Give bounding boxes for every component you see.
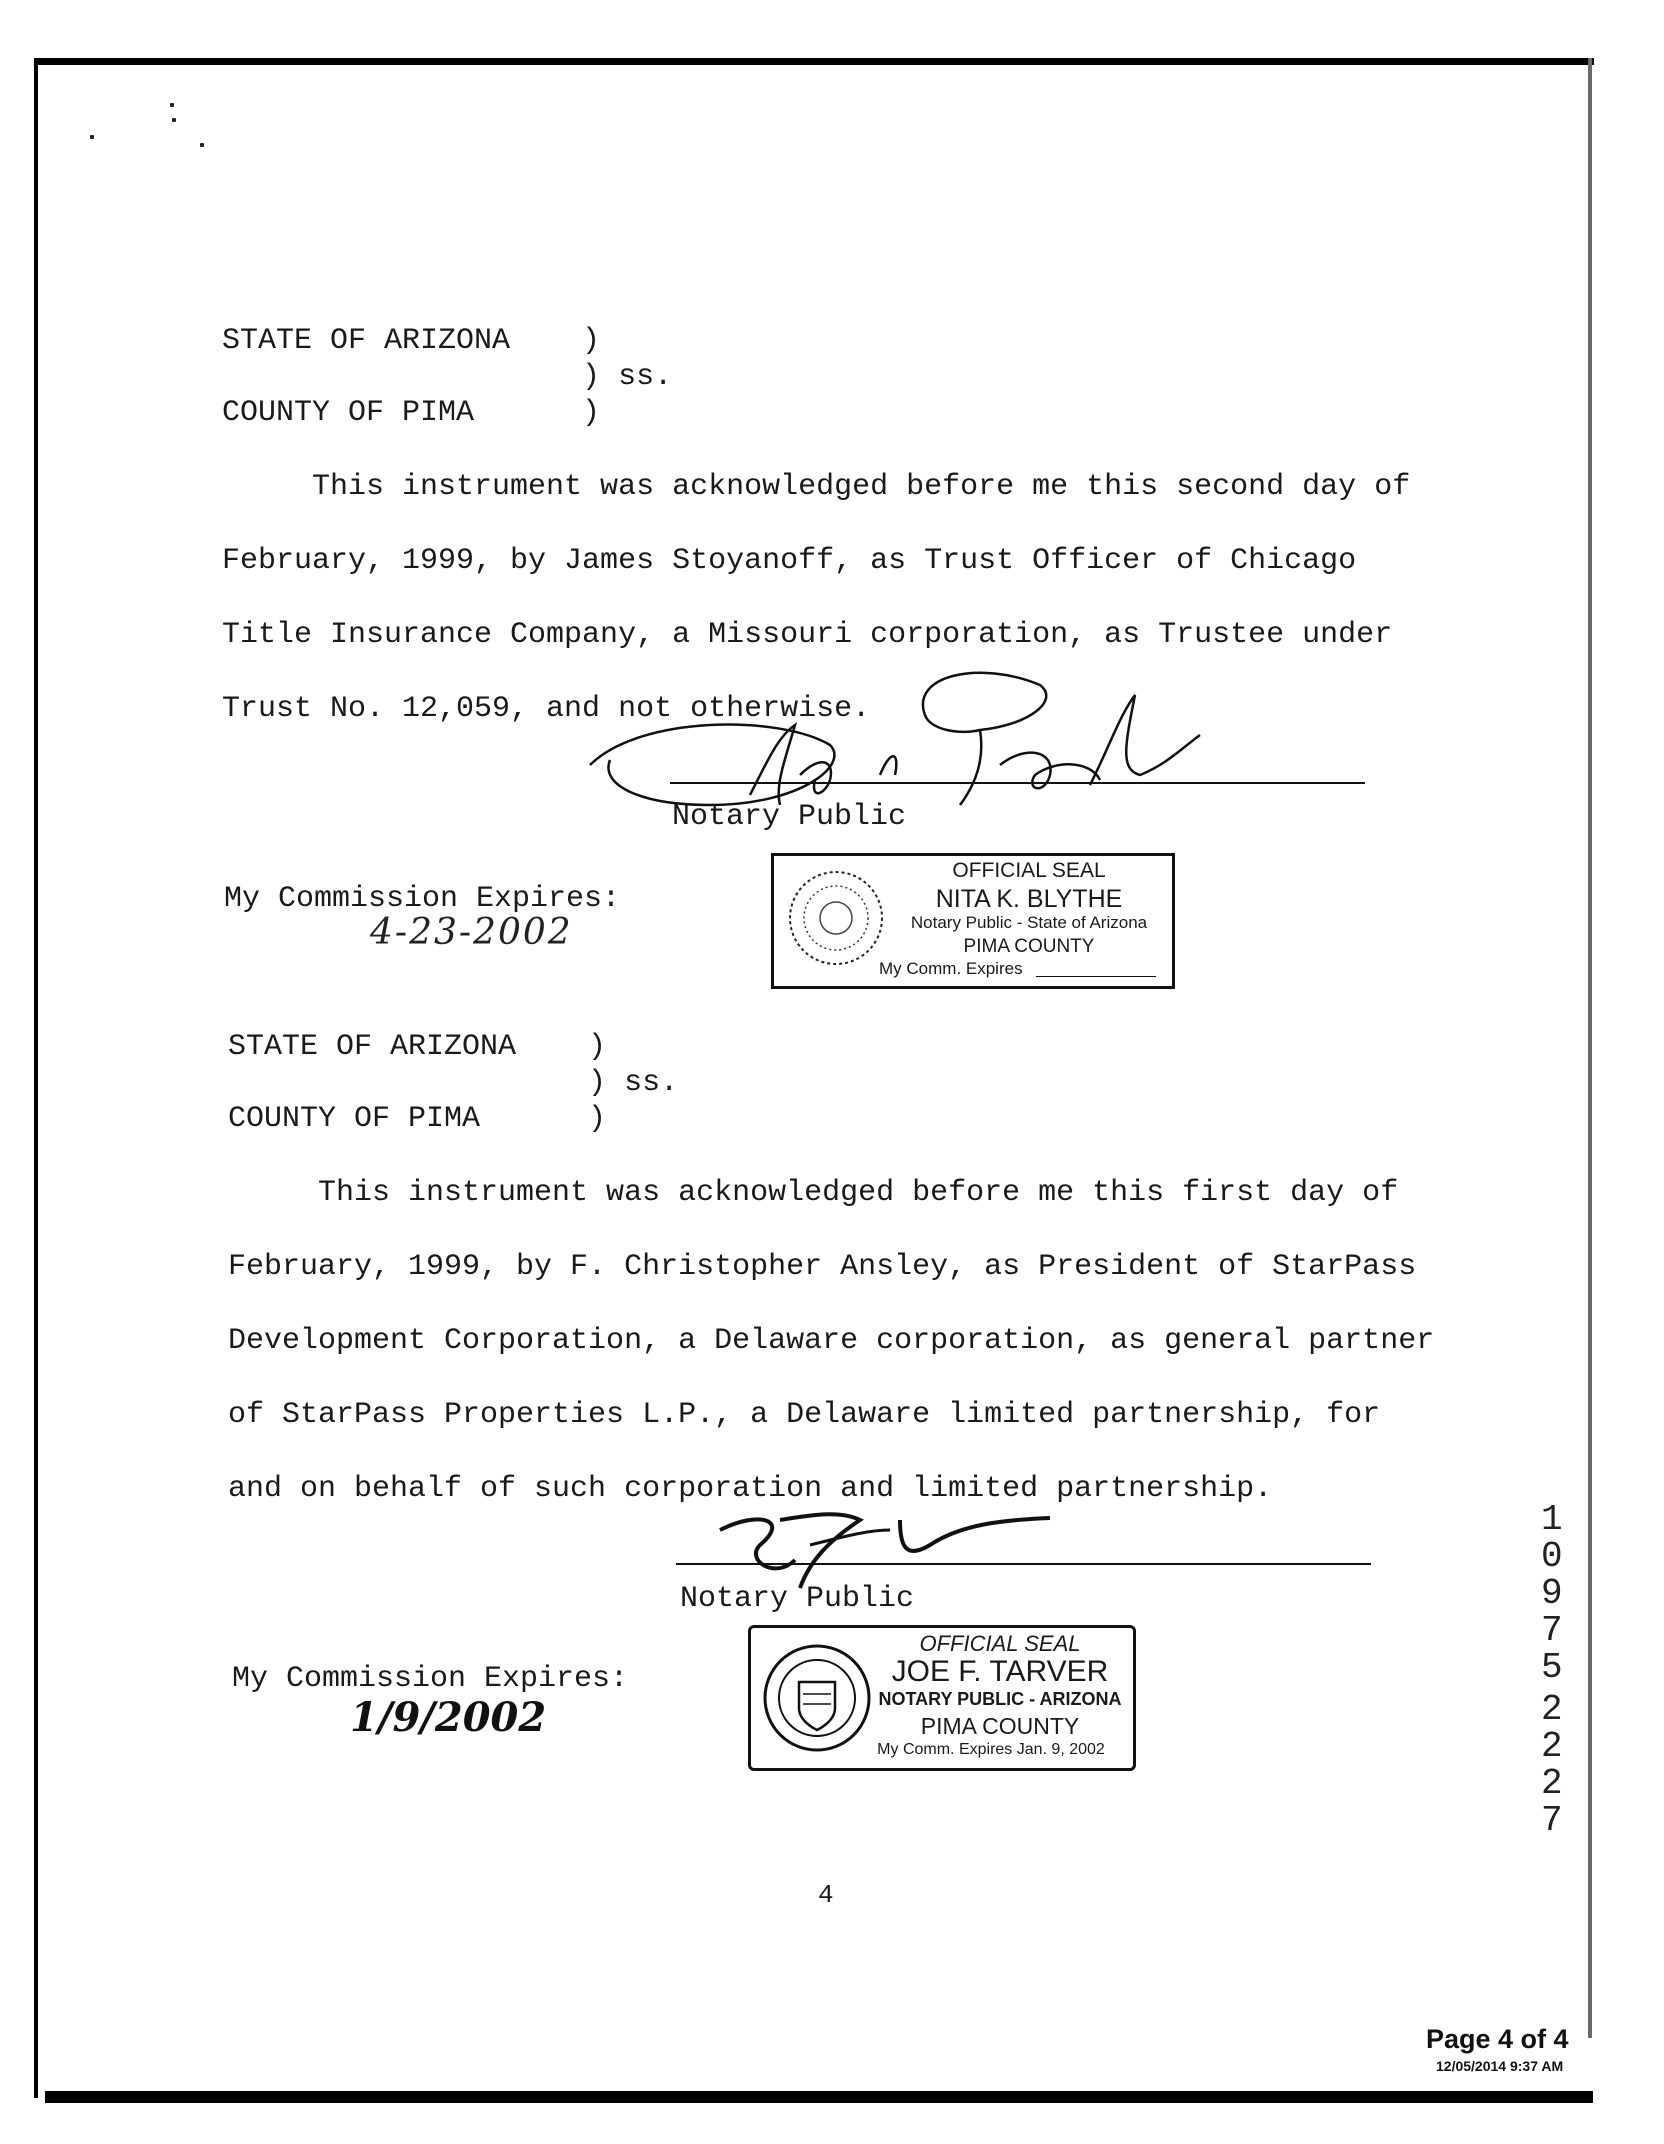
- acknowledgment-line: February, 1999, by F. Christopher Ansley, as President of StarPass: [228, 1250, 1417, 1284]
- venue-county-line: COUNTY OF PIMA ): [222, 396, 601, 430]
- venue-ss-line: ) ss.: [222, 360, 673, 394]
- seal-jurisdiction: Notary Public - State of Arizona: [910, 913, 1148, 932]
- notary-signature-2: [700, 1500, 1080, 1590]
- acknowledgment-line: Trust No. 12,059, and not otherwise.: [222, 692, 871, 726]
- venue-state-line: STATE OF ARIZONA ): [222, 324, 601, 358]
- recording-number-digit: 0: [1541, 1536, 1563, 1577]
- recording-number-digit: 7: [1541, 1610, 1563, 1651]
- recording-number-digit: 2: [1541, 1726, 1563, 1767]
- venue-ss-line: ) ss.: [228, 1066, 679, 1100]
- scan-speck: [200, 143, 204, 147]
- scan-speck: [170, 103, 174, 107]
- acknowledgment-line: of StarPass Properties L.P., a Delaware limited partnership, for: [228, 1398, 1381, 1432]
- seal-county: PIMA COUNTY: [920, 1713, 1080, 1739]
- scan-border-top: [34, 58, 1594, 65]
- notary-seal-nita-blythe: [771, 853, 1175, 989]
- print-timestamp: 12/05/2014 9:37 AM: [1436, 2058, 1564, 2074]
- page-number: 4: [818, 1880, 834, 1910]
- recording-number-digit: 2: [1541, 1689, 1563, 1730]
- seal-notary-name: NITA K. BLYTHE: [935, 885, 1123, 913]
- state-seal-emblem-icon: [786, 868, 886, 968]
- notary-public-label: Notary Public: [680, 1582, 915, 1616]
- venue-county-line: COUNTY OF PIMA ): [228, 1102, 607, 1136]
- commission-expires-label: My Commission Expires:: [232, 1662, 629, 1696]
- recording-number-digit: 9: [1541, 1573, 1563, 1614]
- scan-speck: [90, 135, 94, 139]
- signature-line: [670, 782, 1365, 784]
- acknowledgment-line: Title Insurance Company, a Missouri corporation, as Trustee under: [222, 618, 1393, 652]
- seal-expires-label: My Comm. Expires: [879, 959, 1023, 978]
- notary-public-label: Notary Public: [672, 800, 907, 834]
- seal-expires-blank: [1036, 976, 1156, 977]
- state-seal-emblem-icon: [761, 1642, 873, 1754]
- acknowledgment-line: This instrument was acknowledged before me this second day of: [222, 470, 1411, 504]
- seal-title: OFFICIAL SEAL: [919, 1631, 1081, 1656]
- recording-number-digit: 1: [1541, 1499, 1563, 1540]
- notary-seal-joe-tarver: [748, 1625, 1136, 1771]
- signature-line: [676, 1563, 1371, 1565]
- seal-expires-label: My Comm. Expires Jan. 9, 2002: [877, 1741, 1105, 1758]
- scan-border-left: [34, 58, 38, 2098]
- scan-border-right: [1588, 58, 1592, 2038]
- seal-jurisdiction: NOTARY PUBLIC - ARIZONA: [878, 1689, 1122, 1709]
- seal-county: PIMA COUNTY: [963, 936, 1095, 957]
- recording-number-digit: 5: [1541, 1647, 1563, 1688]
- acknowledgment-line: This instrument was acknowledged before me this first day of: [228, 1176, 1399, 1210]
- acknowledgment-line: Development Corporation, a Delaware corporation, as general partner: [228, 1324, 1435, 1358]
- seal-notary-name: JOE F. TARVER: [891, 1655, 1109, 1688]
- recording-number-digit: 7: [1541, 1800, 1563, 1841]
- seal-title: OFFICIAL SEAL: [952, 859, 1106, 882]
- acknowledgment-line: and on behalf of such corporation and limited partnership.: [228, 1472, 1273, 1506]
- commission-date-handwritten: 1/9/2002: [350, 1694, 547, 1741]
- commission-expires-label: My Commission Expires:: [224, 882, 621, 916]
- venue-state-line: STATE OF ARIZONA ): [228, 1030, 607, 1064]
- scan-speck: [172, 118, 176, 122]
- page-of-count: Page 4 of 4: [1426, 2024, 1569, 2054]
- scan-border-bottom: [45, 2091, 1593, 2103]
- commission-date-handwritten: 4-23-2002: [370, 912, 573, 953]
- recording-number-digit: 2: [1541, 1763, 1563, 1804]
- acknowledgment-line: February, 1999, by James Stoyanoff, as Trust Officer of Chicago: [222, 544, 1357, 578]
